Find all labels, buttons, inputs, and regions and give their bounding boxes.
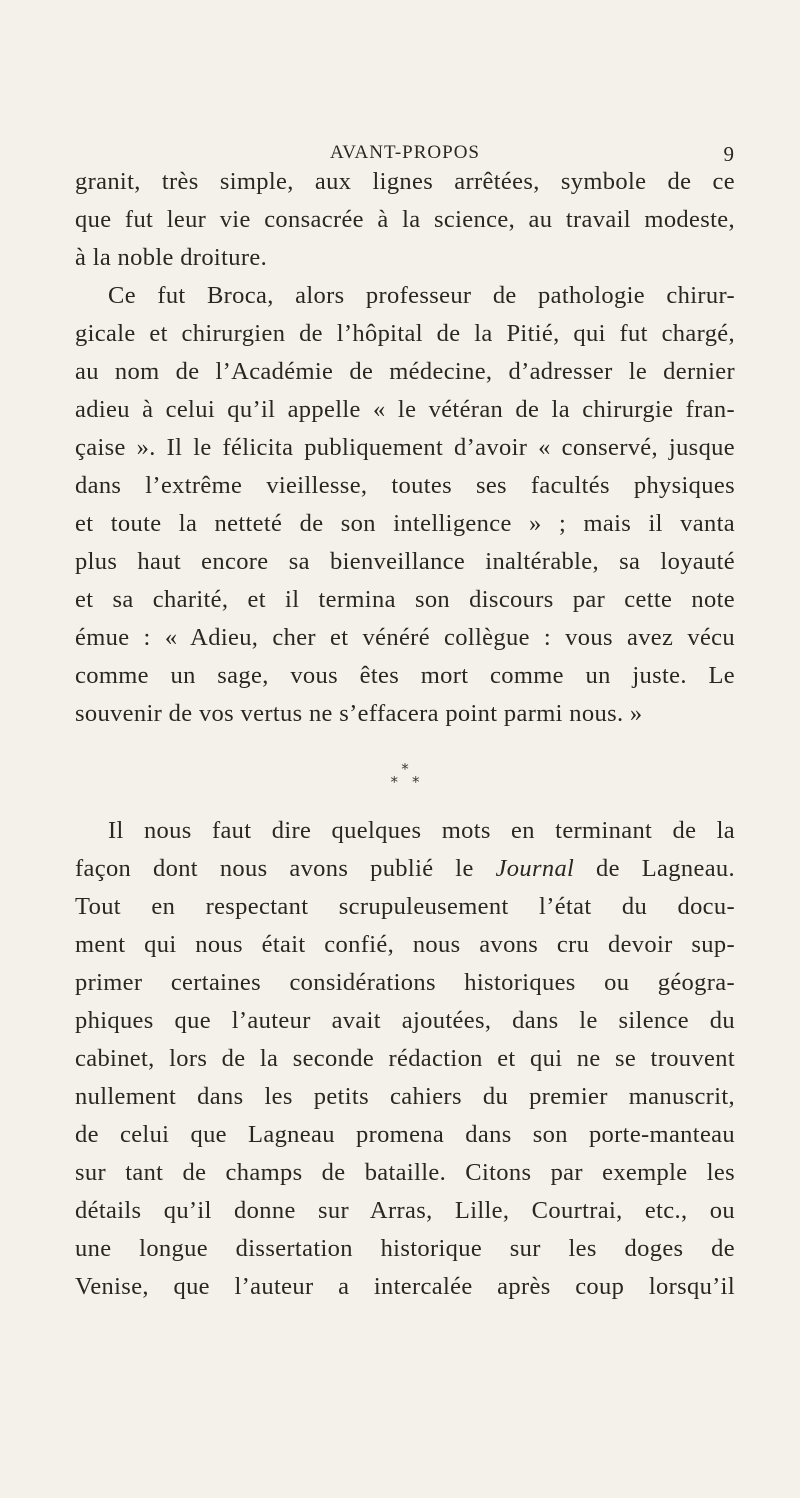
- text-line: nullement dans les petits cahiers du premier manuscrit,: [75, 1083, 735, 1110]
- text-line: Venise, que l’auteur a intercalée après coup lorsqu’il: [75, 1273, 735, 1300]
- paragraph-granit: [75, 163, 735, 277]
- text-line: granit, très simple, aux lignes arrêtées, symbole de ce: [75, 168, 735, 195]
- text-line: de celui que Lagneau promena dans son porte-manteau: [75, 1121, 735, 1148]
- page-number: 9: [723, 142, 735, 166]
- text-line: à la noble droiture.: [75, 244, 268, 271]
- running-title: AVANT-PROPOS: [330, 142, 480, 163]
- paragraph-broca: [75, 277, 735, 733]
- text-line: cabinet, lors de la seconde rédaction et qui ne se trouvent: [75, 1045, 735, 1072]
- text-line: une longue dissertation historique sur les doges de: [75, 1235, 735, 1262]
- text-line: ment qui nous était confié, nous avons cru devoir sup-: [75, 931, 735, 958]
- text-line: émue : « Adieu, cher et vénéré collègue : vous avez vécu: [75, 624, 735, 651]
- text-line-with-title: [75, 850, 735, 888]
- text-line: détails qu’il donne sur Arras, Lille, Courtrai, etc., ou: [75, 1197, 735, 1224]
- separator-asterisk-pair: **: [390, 773, 434, 791]
- text-line: souvenir de vos vertus ne s’effacera point parmi nous. »: [75, 700, 643, 727]
- text-segment: de Lagneau.: [574, 855, 735, 882]
- text-line: et sa charité, et il termina son discours par cette note: [75, 586, 735, 613]
- text-segment: façon dont nous avons publié le: [75, 855, 496, 882]
- text-line: phiques que l’auteur avait ajoutées, dans le silence du: [75, 1007, 735, 1034]
- text-line: plus haut encore sa bienveillance inaltérable, sa loyauté: [75, 548, 735, 575]
- text-line: Tout en respectant scrupuleusement l’état du docu-: [75, 893, 735, 920]
- text-line: çaise ». Il le félicita publiquement d’avoir « conservé, jusque: [75, 434, 735, 461]
- text-line: comme un sage, vous êtes mort comme un juste. Le: [75, 662, 735, 689]
- text-line: au nom de l’Académie de médecine, d’adresser le dernier: [75, 358, 735, 385]
- text-line: que fut leur vie consacrée à la science, au travail modeste,: [75, 206, 735, 233]
- text-line: dans l’extrême vieillesse, toutes ses facultés physiques: [75, 472, 735, 499]
- text-line: Ce fut Broca, alors professeur de pathologie chirur-: [108, 282, 735, 309]
- upper-text-block: [75, 163, 735, 733]
- text-line: gicale et chirurgien de l’hôpital de la Pitié, qui fut chargé,: [75, 320, 735, 347]
- text-line: sur tant de champs de bataille. Citons par exemple les: [75, 1159, 735, 1186]
- text-line: primer certaines considérations historiques ou géogra-: [75, 969, 735, 996]
- journal-title: Journal: [495, 855, 575, 882]
- text-line: et toute la netteté de son intelligence » ; mais il vanta: [75, 510, 735, 537]
- lower-text-block: [75, 812, 735, 1306]
- separator-asterisk-top: *: [401, 760, 409, 778]
- section-separator: [75, 760, 735, 803]
- text-line: Il nous faut dire quelques mots en terminant de la: [108, 817, 735, 844]
- text-line: adieu à celui qu’il appelle « le vétéran de la chirurgie fran-: [75, 396, 735, 423]
- paragraph-journal: [75, 812, 735, 1306]
